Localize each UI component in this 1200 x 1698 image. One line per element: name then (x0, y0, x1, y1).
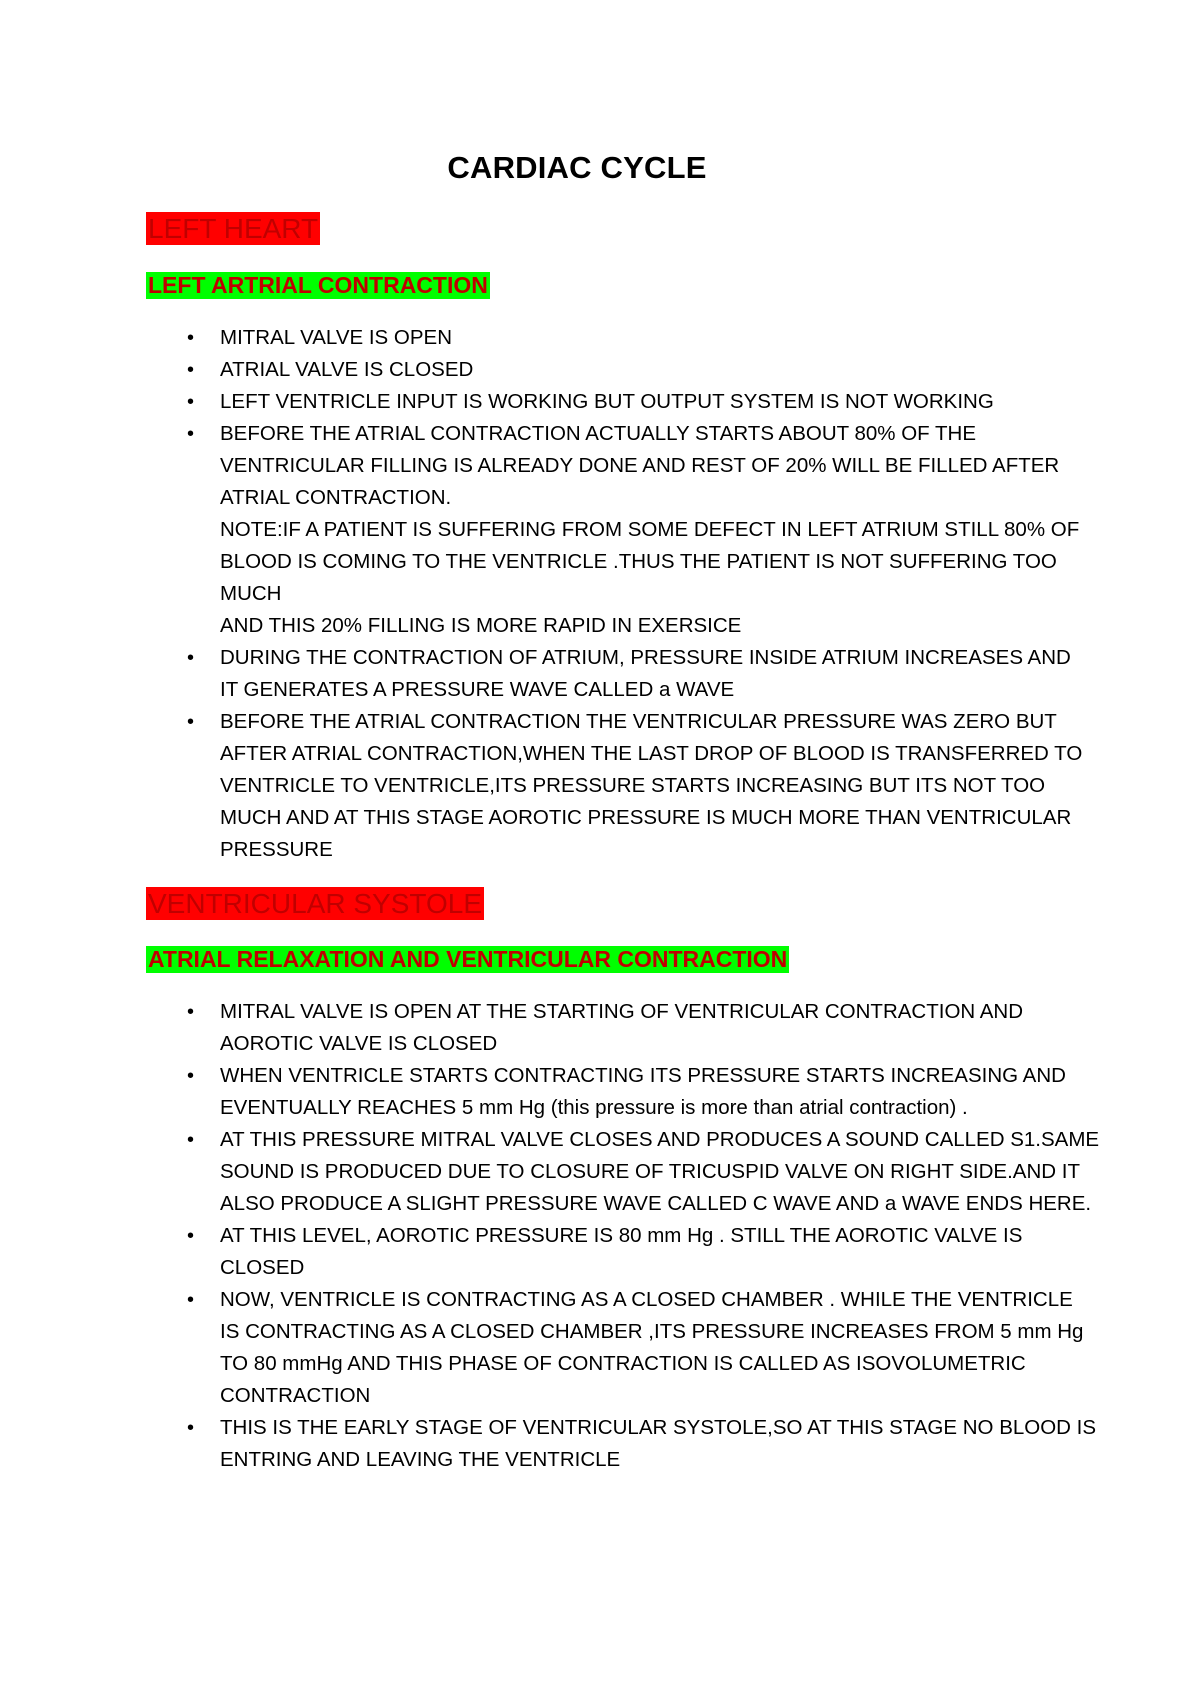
bullet-icon: • (187, 391, 195, 413)
list-item-text: IT GENERATES A PRESSURE WAVE CALLED a WAVE (220, 678, 735, 701)
list-item (0, 996, 1200, 1060)
list-item-text: AND THIS 20% FILLING IS MORE RAPID IN EXERSICE (220, 614, 742, 637)
list-item-text: VENTRICLE TO VENTRICLE,ITS PRESSURE STARTS INCREASING BUT ITS NOT TOO (220, 774, 1046, 797)
list-item (0, 706, 1200, 866)
list-item (0, 642, 1200, 706)
list-item-text: LEFT VENTRICLE INPUT IS WORKING BUT OUTPUT SYSTEM IS NOT WORKING (220, 390, 994, 413)
bullet-icon: • (187, 647, 195, 669)
bullet-list-ventricular-systole (0, 996, 1200, 1476)
list-item (0, 1412, 1200, 1476)
page-title: CARDIAC CYCLE (447, 150, 707, 185)
bullet-icon: • (187, 327, 195, 349)
list-item-text: SOUND IS PRODUCED DUE TO CLOSURE OF TRICUSPID VALVE ON RIGHT SIDE.AND IT (220, 1160, 1080, 1183)
bullet-icon: • (187, 1001, 195, 1023)
list-item-text: AT THIS PRESSURE MITRAL VALVE CLOSES AND PRODUCES A SOUND CALLED S1.SAME (220, 1128, 1100, 1151)
list-item-text: ATRIAL VALVE IS CLOSED (220, 358, 474, 381)
list-item-text: NOTE:IF A PATIENT IS SUFFERING FROM SOME DEFECT IN LEFT ATRIUM STILL 80% OF (220, 518, 1080, 541)
bullet-icon: • (187, 1129, 195, 1151)
list-item-text: PRESSURE (220, 838, 333, 861)
list-item-text: THIS IS THE EARLY STAGE OF VENTRICULAR SYSTOLE,SO AT THIS STAGE NO BLOOD IS (220, 1416, 1097, 1439)
bullet-icon: • (187, 1065, 195, 1087)
list-item (0, 1124, 1200, 1220)
list-item-text: BEFORE THE ATRIAL CONTRACTION THE VENTRICULAR PRESSURE WAS ZERO BUT (220, 710, 1057, 733)
list-item-text: CLOSED (220, 1256, 305, 1279)
subheading-left-atrial-contraction: LEFT ARTRIAL CONTRACTION (148, 272, 488, 298)
bullet-icon: • (187, 359, 195, 381)
list-item (0, 322, 1200, 354)
list-item-text: ENTRING AND LEAVING THE VENTRICLE (220, 1448, 621, 1471)
list-item-text: MUCH AND AT THIS STAGE AOROTIC PRESSURE IS MUCH MORE THAN VENTRICULAR (220, 806, 1072, 829)
list-item-text: AOROTIC VALVE IS CLOSED (220, 1032, 498, 1055)
list-item (0, 1284, 1200, 1412)
section-heading-ventricular-systole: VENTRICULAR SYSTOLE (148, 888, 483, 919)
bullet-list-left-heart (0, 322, 1200, 866)
bullet-icon: • (187, 1417, 195, 1439)
list-item (0, 1060, 1200, 1124)
bullet-icon: • (187, 711, 195, 733)
bullet-icon: • (187, 1289, 195, 1311)
list-item-text: MITRAL VALVE IS OPEN AT THE STARTING OF VENTRICULAR CONTRACTION AND (220, 1000, 1024, 1023)
list-item-text: MITRAL VALVE IS OPEN (220, 326, 453, 349)
bullet-icon: • (187, 423, 195, 445)
list-item-text: MUCH (220, 582, 282, 605)
list-item (0, 1220, 1200, 1284)
list-item-text: BEFORE THE ATRIAL CONTRACTION ACTUALLY STARTS ABOUT 80% OF THE (220, 422, 977, 445)
list-item-text: ALSO PRODUCE A SLIGHT PRESSURE WAVE CALLED C WAVE AND a WAVE ENDS HERE. (220, 1192, 1092, 1215)
subheading-atrial-relaxation: ATRIAL RELAXATION AND VENTRICULAR CONTRACTION (148, 946, 788, 972)
list-item-text: DURING THE CONTRACTION OF ATRIUM, PRESSURE INSIDE ATRIUM INCREASES AND (220, 646, 1071, 669)
section-heading-left-heart: LEFT HEART (148, 213, 319, 244)
list-item (0, 386, 1200, 418)
bullet-icon: • (187, 1225, 195, 1247)
list-item-text: TO 80 mmHg AND THIS PHASE OF CONTRACTION IS CALLED AS ISOVOLUMETRIC (220, 1352, 1026, 1375)
list-item-text: EVENTUALLY REACHES 5 mm Hg (this pressure is more than atrial contraction) . (220, 1096, 968, 1119)
list-item-text: NOW, VENTRICLE IS CONTRACTING AS A CLOSED CHAMBER . WHILE THE VENTRICLE (220, 1288, 1073, 1311)
list-item-text: VENTRICULAR FILLING IS ALREADY DONE AND REST OF 20% WILL BE FILLED AFTER (220, 454, 1060, 477)
list-item-text: CONTRACTION (220, 1384, 371, 1407)
list-item-text: BLOOD IS COMING TO THE VENTRICLE .THUS THE PATIENT IS NOT SUFFERING TOO (220, 550, 1057, 573)
list-item (0, 354, 1200, 386)
list-item-text: AT THIS LEVEL, AOROTIC PRESSURE IS 80 mm Hg . STILL THE AOROTIC VALVE IS (220, 1224, 1023, 1247)
list-item-text: IS CONTRACTING AS A CLOSED CHAMBER ,ITS PRESSURE INCREASES FROM 5 mm Hg (220, 1320, 1084, 1343)
list-item-text: ATRIAL CONTRACTION. (220, 486, 452, 509)
list-item-text: AFTER ATRIAL CONTRACTION,WHEN THE LAST DROP OF BLOOD IS TRANSFERRED TO (220, 742, 1083, 765)
list-item (0, 418, 1200, 642)
list-item-text: WHEN VENTRICLE STARTS CONTRACTING ITS PRESSURE STARTS INCREASING AND (220, 1064, 1066, 1087)
